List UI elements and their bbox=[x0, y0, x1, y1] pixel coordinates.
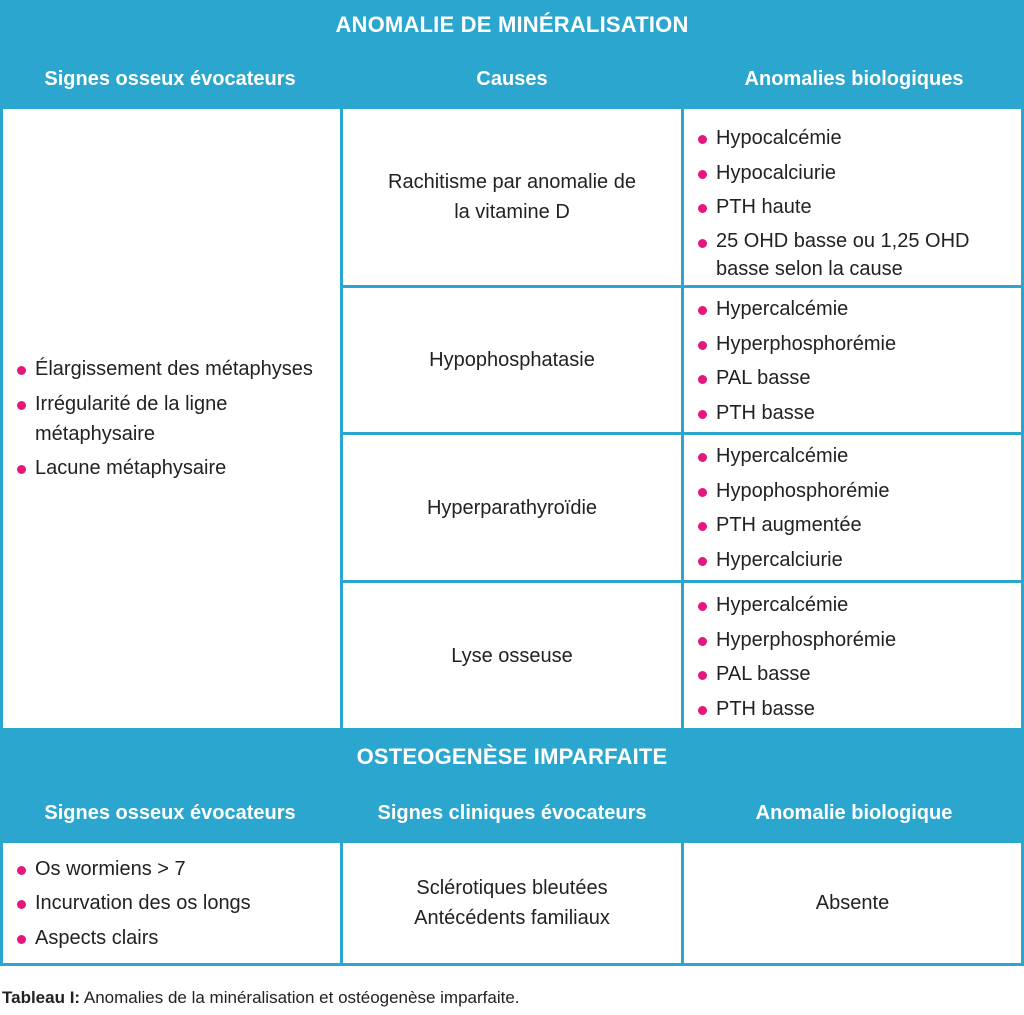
header-anomalie-biologique: Anomalie biologique bbox=[755, 801, 953, 824]
list-item: PAL basse bbox=[696, 659, 1013, 689]
cause-cell bbox=[343, 435, 681, 580]
list-item: Hypercalcémie bbox=[696, 294, 1013, 324]
bio-text: Absente bbox=[815, 892, 890, 914]
cause-text: Lyse osseuse bbox=[451, 644, 573, 667]
caption-text: Anomalies de la minéralisation et ostéogenèse imparfaite. bbox=[80, 988, 520, 1007]
list-item: Hypercalcémie bbox=[696, 590, 1013, 620]
list-item: PAL basse bbox=[696, 363, 1013, 393]
signs-cell bbox=[3, 109, 340, 728]
section-title-osteogenese: OSTEOGENÈSE IMPARFAITE bbox=[356, 744, 668, 769]
bio-list bbox=[696, 590, 1013, 724]
bio-list bbox=[696, 441, 1013, 575]
clinical-text: Sclérotiques bleutées bbox=[416, 877, 608, 899]
signs-list bbox=[15, 854, 251, 953]
list-item: Aspects clairs bbox=[15, 923, 251, 953]
list-item: PTH augmentée bbox=[696, 510, 1013, 540]
list-item: Hypercalciurie bbox=[696, 545, 1013, 575]
header-signes-osseux: Signes osseux évocateurs bbox=[44, 801, 296, 824]
signs-list bbox=[15, 354, 330, 483]
list-item: Irrégularité de la ligne métaphysaire bbox=[15, 389, 330, 449]
cause-cell bbox=[343, 109, 681, 285]
list-item: Hyperphosphorémie bbox=[696, 625, 1013, 655]
bio-cell bbox=[684, 109, 1021, 285]
list-item: PTH haute bbox=[696, 192, 1013, 222]
header-signes-cliniques: Signes cliniques évocateurs bbox=[377, 801, 647, 824]
header-anomalies-biologiques: Anomalies biologiques bbox=[744, 67, 964, 90]
bio-cell bbox=[684, 583, 1021, 728]
bio-list bbox=[696, 294, 1013, 428]
table-caption bbox=[2, 988, 520, 1008]
bio-list bbox=[696, 123, 1013, 283]
header-causes: Causes bbox=[476, 67, 548, 90]
list-item: PTH basse bbox=[696, 398, 1013, 428]
cause-cell bbox=[343, 583, 681, 728]
list-item: Élargissement des métaphyses bbox=[15, 354, 330, 384]
list-item: Hypocalciurie bbox=[696, 158, 1013, 188]
list-item: Hypophosphorémie bbox=[696, 476, 1013, 506]
list-item: PTH basse bbox=[696, 694, 1013, 724]
clinical-text: Antécédents familiaux bbox=[414, 907, 610, 929]
list-item: Hypercalcémie bbox=[696, 441, 1013, 471]
list-item: Lacune métaphysaire bbox=[15, 453, 330, 483]
list-item: Os wormiens > 7 bbox=[15, 854, 251, 884]
bio-cell bbox=[684, 843, 1021, 963]
header-signes-osseux: Signes osseux évocateurs bbox=[44, 67, 296, 90]
caption-label: Tableau I: bbox=[2, 988, 81, 1007]
bio-cell bbox=[684, 288, 1021, 432]
cause-text: Hypophosphatasie bbox=[429, 349, 595, 371]
list-item: 25 OHD basse ou 1,25 OHD basse selon la cause bbox=[696, 227, 1013, 283]
cause-cell bbox=[343, 288, 681, 432]
signs-cell bbox=[3, 843, 340, 963]
clinical-cell bbox=[343, 843, 681, 963]
list-item: Incurvation des os longs bbox=[15, 888, 251, 918]
section-title-mineralisation: ANOMALIE DE MINÉRALISATION bbox=[335, 12, 689, 37]
list-item: Hypocalcémie bbox=[696, 123, 1013, 153]
cause-text: Rachitisme par anomalie de la vitamine D bbox=[388, 171, 636, 223]
bio-cell bbox=[684, 435, 1021, 580]
cause-text: Hyperparathyroïdie bbox=[426, 496, 598, 519]
list-item: Hyperphosphorémie bbox=[696, 329, 1013, 359]
